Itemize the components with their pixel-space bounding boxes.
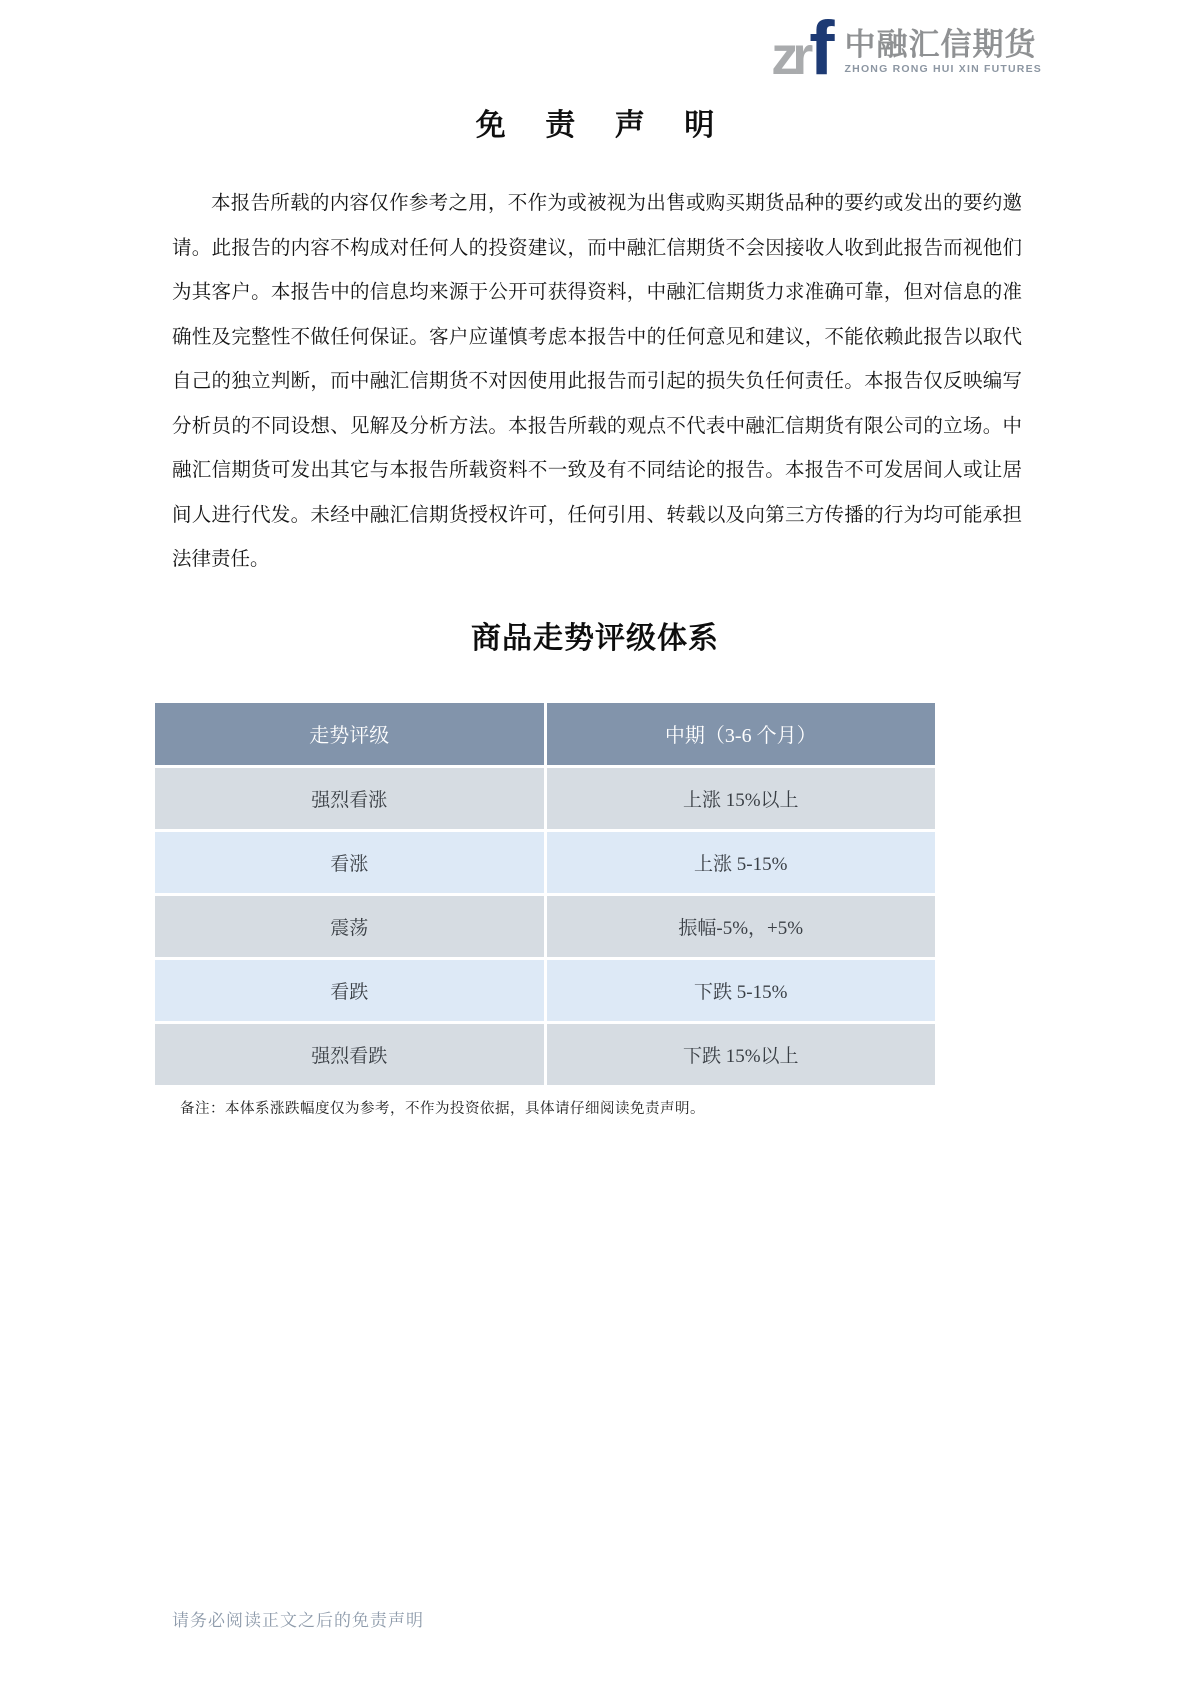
rating-cell: 强烈看涨	[155, 768, 544, 829]
zrf-logo-icon	[771, 6, 835, 91]
rating-cell: 强烈看跌	[155, 1024, 544, 1085]
rating-table	[155, 703, 935, 1085]
range-cell: 振幅-5%，+5%	[547, 896, 936, 957]
rating-cell: 看跌	[155, 960, 544, 1021]
rating-cell: 看涨	[155, 832, 544, 893]
header-cell-midterm: 中期（3-6 个月）	[547, 703, 936, 765]
range-cell: 下跌 5-15%	[547, 960, 936, 1021]
disclaimer-body: 本报告所载的内容仅作参考之用，不作为或被视为出售或购买期货品种的要约或发出的要约邀请。此报告的内容不构成对任何人的投资建议，而中融汇信期货不会因接收人收到此报告而视他们为其客户。本报告中的信息均来源于公开可获得资料，中融汇信期货力求准确可靠，但对信息的准确性及完整性不做任何保证。客户应谨慎考虑本报告中的任何意见和建议，不能依赖此报告以取代自己的独立判断，而中融汇信期货不对因使用此报告而引起的损失负任何责任。本报告仅反映编写分析员的不同设想、见解及分析方法。本报告所载的观点不代表中融汇信期货有限公司的立场。中融汇信期货可发出其它与本报告所载资料不一致及有不同结论的报告。本报告不可发居间人或让居间人进行代发。未经中融汇信期货授权许可，任何引用、转载以及向第三方传播的行为均可能承担法律责任。	[172, 193, 1022, 570]
logo-name-block	[844, 27, 1042, 77]
range-cell: 下跌 15%以上	[547, 1024, 936, 1085]
logo-f-letter: f	[809, 6, 835, 91]
rating-section-title: 商品走势评级体系	[471, 621, 719, 655]
rating-table-note: 备注：本体系涨跌幅度仅为参考，不作为投资依据，具体请仔细阅读免责声明。	[180, 1100, 705, 1117]
rating-cell: 震荡	[155, 896, 544, 957]
range-cell: 上涨 5-15%	[547, 832, 936, 893]
range-cell: 上涨 15%以上	[547, 768, 936, 829]
logo-zr-letters: zr	[771, 25, 808, 86]
disclaimer-title: 免 责 声 明	[475, 109, 731, 142]
company-logo	[771, 6, 1042, 91]
company-name-en: ZHONG RONG HUI XIN FUTURES	[844, 63, 1042, 76]
header-cell-rating: 走势评级	[155, 703, 544, 765]
company-name-cn: 中融汇信期货	[844, 27, 1037, 64]
page-footer: 请务必阅读正文之后的免责声明	[172, 1611, 424, 1630]
